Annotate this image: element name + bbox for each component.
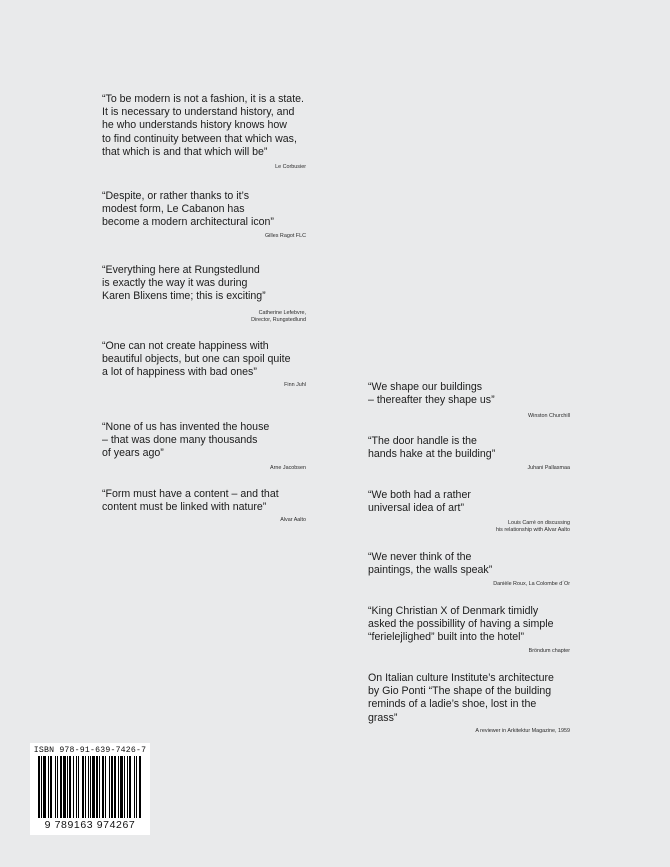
barcode-bar [114, 756, 116, 818]
quote-catherine-lefebvre [102, 264, 306, 324]
barcode-bar [76, 756, 77, 818]
quote-attribution: A reviewer in Arkitektur Magazine, 1959 [475, 727, 570, 734]
quote-text: “King Christian X of Denmark timidly asked the possibillity of having a simple “ferielejlighed” built into the hotel” [368, 605, 554, 644]
barcode-bar [96, 756, 98, 818]
isbn-barcode [30, 743, 150, 835]
quote-text: “We shape our buildings – thereafter they shape us” [368, 381, 495, 407]
quote-text: “Form must have a content – and that content must be linked with nature” [102, 488, 279, 514]
barcode-bar [48, 756, 49, 818]
quote-louis-carre [368, 489, 570, 534]
barcode-bar [50, 756, 52, 818]
barcode-bar [88, 756, 89, 818]
quote-attribution: Le Corbusier [275, 164, 306, 171]
quote-attribution: Arne Jacobsen [270, 464, 306, 471]
quote-text: “We never think of the paintings, the walls speak” [368, 551, 493, 577]
barcode-bar [99, 756, 100, 818]
quote-le-corbusier [102, 93, 306, 171]
quote-attribution: Bröndum chapter [528, 647, 570, 654]
barcode-bar [136, 756, 137, 818]
quote-attribution: Juhani Pallasmaa [527, 465, 570, 472]
barcode-bar [63, 756, 66, 818]
quote-finn-juhl [102, 340, 306, 389]
quote-arkitektur-reviewer [368, 672, 570, 735]
quote-winston-churchill [368, 381, 570, 420]
quote-attribution: Danièle Roux, La Colombe d´Or [493, 581, 570, 588]
barcode-bar [118, 756, 119, 818]
quote-text: “Everything here at Rungstedlund is exactly the way it was during Karen Blixens time; this is exciting” [102, 264, 266, 303]
barcode-bar [92, 756, 95, 818]
barcode-bar [60, 756, 62, 818]
quote-daniele-roux [368, 551, 570, 588]
quote-attribution: Gilles Ragot FLC [264, 232, 306, 239]
quote-text: On Italian culture Institute’s architecture by Gio Ponti “The shape of the building reminds of a ladie’s shoe, lost in the grass” [368, 672, 554, 724]
barcode-bar [105, 756, 106, 818]
quote-gilles-ragot [102, 190, 306, 240]
quote-text: “None of us has invented the house – that was done many thousands of years ago” [102, 421, 270, 460]
quote-attribution: Finn Juhl [284, 381, 306, 388]
barcode-bar [67, 756, 68, 818]
isbn-label: ISBN 978-91-639-7426-7 [33, 746, 147, 755]
quote-text: “We both had a rather universal idea of art” [368, 489, 471, 515]
barcode-bar [139, 756, 141, 818]
ean-digits: 9 789163 974267 [44, 819, 136, 831]
barcode-bar [127, 756, 128, 818]
quote-brondum [368, 605, 570, 655]
quote-text: “The door handle is the hands hake at the building” [368, 435, 496, 461]
barcode-bar [78, 756, 79, 818]
barcode-bar [129, 756, 131, 818]
barcode-bar [111, 756, 113, 818]
quote-juhani-pallasmaa [368, 435, 570, 472]
barcode-bars [36, 756, 144, 818]
barcode-bar [102, 756, 104, 818]
quote-text: “To be modern is not a fashion, it is a state. It is necessary to understand history, and he who understands history knows how to find continuity between that which was, that which is and that which will be” [102, 93, 304, 158]
quote-attribution: Louis Carré on discussing his relationship with Alvar Aalto [495, 520, 570, 534]
barcode-bar [41, 756, 42, 818]
quote-attribution: Alvar Aalto [280, 517, 306, 524]
quote-attribution: Winston Churchill [528, 413, 570, 420]
barcode-bar [109, 756, 110, 818]
quote-text: “One can not create happiness with beautiful objects, but one can spoil quite a lot of happiness with bad ones” [102, 340, 291, 379]
barcode-bar [73, 756, 74, 818]
barcode-bar [57, 756, 58, 818]
barcode-bar [38, 756, 40, 818]
barcode-bar [90, 756, 91, 818]
barcode-bar [85, 756, 86, 818]
barcode-bar [124, 756, 125, 818]
barcode-bar [120, 756, 123, 818]
barcode-bar [134, 756, 135, 818]
barcode-bar [55, 756, 56, 818]
quote-attribution: Catherine Lefebvre, Director, Rungstedlund [251, 309, 306, 323]
quote-arne-jacobsen [102, 421, 306, 472]
quote-alvar-aalto [102, 488, 306, 524]
barcode-bar [82, 756, 84, 818]
quote-text: “Despite, or rather thanks to it’s modest form, Le Cabanon has become a modern architectural icon” [102, 190, 274, 229]
barcode-bar [43, 756, 46, 818]
barcode-bar [69, 756, 71, 818]
